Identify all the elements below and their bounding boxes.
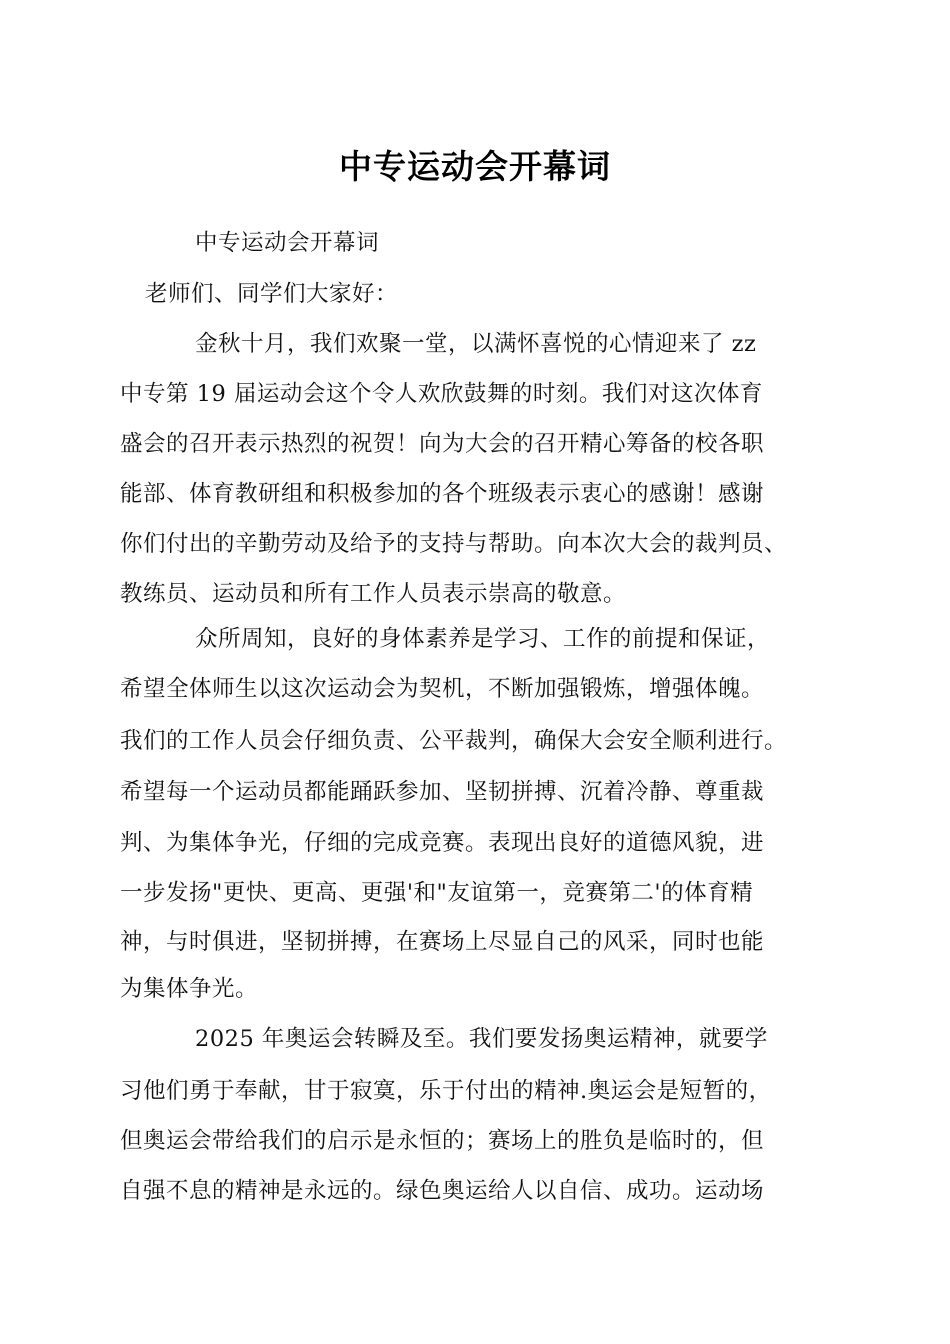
- paragraph-line: 但奥运会带给我们的启示是永恒的；赛场上的胜负是临时的，但: [120, 1128, 765, 1154]
- document-title: 中专运动会开幕词: [339, 147, 611, 186]
- paragraph-line: 金秋十月，我们欢聚一堂，以满怀喜悦的心情迎来了 zz: [195, 331, 757, 357]
- paragraph-line: 为集体争光。: [120, 976, 259, 1002]
- paragraph-line: 我们的工作人员会仔细负责、公平裁判，确保大会安全顺利进行。: [120, 728, 788, 754]
- paragraph-line: 一步发扬"更快、更高、更强'和"友谊第一，竞赛第二'的体育精: [120, 880, 754, 906]
- paragraph-line: 众所周知，良好的身体素养是学习、工作的前提和保证，: [195, 626, 771, 652]
- paragraph-line: 能部、体育教研组和积极参加的各个班级表示衷心的感谢！感谢: [120, 481, 765, 507]
- paragraph-line: 盛会的召开表示热烈的祝贺！向为大会的召开精心筹备的校各职: [120, 431, 765, 457]
- paragraph-line: 希望每一个运动员都能踊跃参加、坚韧拼搏、沉着冷静、尊重裁: [120, 779, 765, 805]
- paragraph-line: 习他们勇于奉献，甘于寂寞，乐于付出的精神.奥运会是短暂的，: [120, 1078, 772, 1104]
- paragraph-line: 自强不息的精神是永远的。绿色奥运给人以自信、成功。运动场: [120, 1178, 765, 1204]
- paragraph-line: 神，与时俱进，坚韧拼搏，在赛场上尽显自己的风采，同时也能: [120, 929, 765, 955]
- paragraph-line: 中专第 19 届运动会这个令人欢欣鼓舞的时刻。我们对这次体育: [120, 381, 763, 407]
- paragraph-line: 希望全体师生以这次运动会为契机，不断加强锻炼，增强体魄。: [120, 676, 765, 702]
- paragraph-line: 你们付出的辛勤劳动及给予的支持与帮助。向本次大会的裁判员、: [120, 531, 788, 557]
- greeting-line: 老师们、同学们大家好：: [145, 281, 399, 307]
- subtitle-line: 中专运动会开幕词: [195, 230, 380, 256]
- paragraph-line: 教练员、运动员和所有工作人员表示崇高的敬意。: [120, 581, 627, 607]
- paragraph-line: 2025 年奥运会转瞬及至。我们要发扬奥运精神，就要学: [195, 1026, 768, 1052]
- paragraph-line: 判、为集体争光，仔细的完成竞赛。表现出良好的道德风貌，进: [120, 830, 765, 856]
